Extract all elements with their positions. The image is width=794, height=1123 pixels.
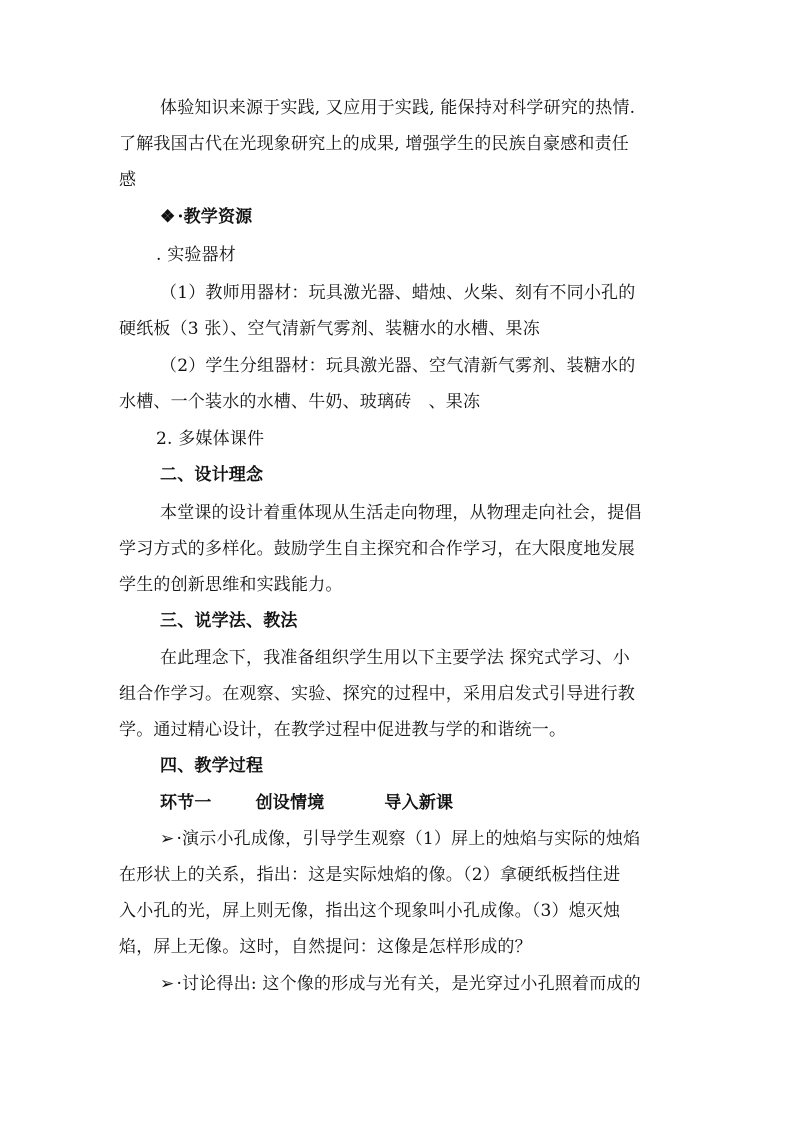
methods-line-3: 学。通过精心设计，在教学过程中促进教与学的和谐统一。 [119, 720, 567, 740]
resources-subheading-2: 2. 多媒体课件 [156, 429, 265, 449]
student-materials-line-1: （2）学生分组器材：玩具激光器、空气清新气雾剂、装糖水的 [160, 356, 636, 376]
arrow-bullet-icon: ➢ [160, 829, 175, 849]
process-paragraph-1-line-4: 焰，屏上无像。这时，自然提问：这像是怎样形成的？ [119, 937, 532, 957]
resources-heading-text: ·教学资源 [177, 207, 253, 227]
stage-title-part-2: 导入新课 [384, 793, 454, 813]
teacher-materials-line-1: （1）教师用器材：玩具激光器、蜡烛、火柴、刻有不同小孔的 [160, 283, 636, 303]
stage-heading [160, 792, 453, 814]
methods-line-2: 组合作学习。在观察、实验、探究的过程中，采用启发式引导进行教 [119, 684, 635, 704]
process-p2-line1-text: ·讨论得出: 这个像的形成与光有关，是光穿过小孔照着而成的 [176, 974, 641, 994]
process-p1-line1-text: ·演示小孔成像，引导学生观察（1）屏上的烛焰与实际的烛焰 [176, 829, 641, 849]
resources-heading [160, 206, 252, 228]
process-paragraph-2-line-1 [160, 973, 641, 995]
design-line-1: 本堂课的设计着重体现从生活走向物理，从物理走向社会，提倡 [160, 503, 642, 523]
arrow-bullet-icon: ➢ [160, 974, 175, 994]
intro-line-1: 体验知识来源于实践, 又应用于实践, 能保持对科学研究的热情. [160, 98, 636, 118]
design-heading: 二、设计理念 [160, 465, 264, 485]
stage-label: 环节一 [160, 793, 212, 813]
design-line-3: 学生的创新思维和实践能力。 [119, 575, 343, 595]
teacher-materials-line-2: 硬纸板（3 张）、空气清新气雾剂、装糖水的水槽、果冻 [119, 319, 540, 339]
stage-title-part-1: 创设情境 [255, 793, 325, 813]
diamond-bullet-icon: ❖ [160, 207, 176, 227]
design-line-2: 学习方式的多样化。鼓励学生自主探究和合作学习，在大限度地发展 [119, 539, 635, 559]
student-materials-line-2: 水槽、一个装水的水槽、牛奶、玻璃砖 、果冻 [119, 392, 481, 412]
process-paragraph-1-line-3: 入小孔的光，屏上则无像，指出这个现象叫小孔成像。（3）熄灭烛 [119, 901, 621, 921]
methods-line-1: 在此理念下，我准备组织学生用以下主要学法 探究式学习、小 [160, 648, 631, 668]
intro-line-2: 了解我国古代在光现象研究上的成果, 增强学生的民族自豪感和责任 [119, 134, 630, 154]
process-paragraph-1-line-1 [160, 828, 640, 850]
process-paragraph-1-line-2: 在形状上的关系，指出：这是实际烛焰的像。（2）拿硬纸板挡住进 [119, 865, 621, 885]
intro-line-3: 感 [119, 170, 137, 190]
methods-heading: 三、说学法、教法 [160, 611, 298, 631]
resources-subheading-1: . 实验器材 [156, 245, 237, 265]
process-heading: 四、教学过程 [160, 756, 264, 776]
